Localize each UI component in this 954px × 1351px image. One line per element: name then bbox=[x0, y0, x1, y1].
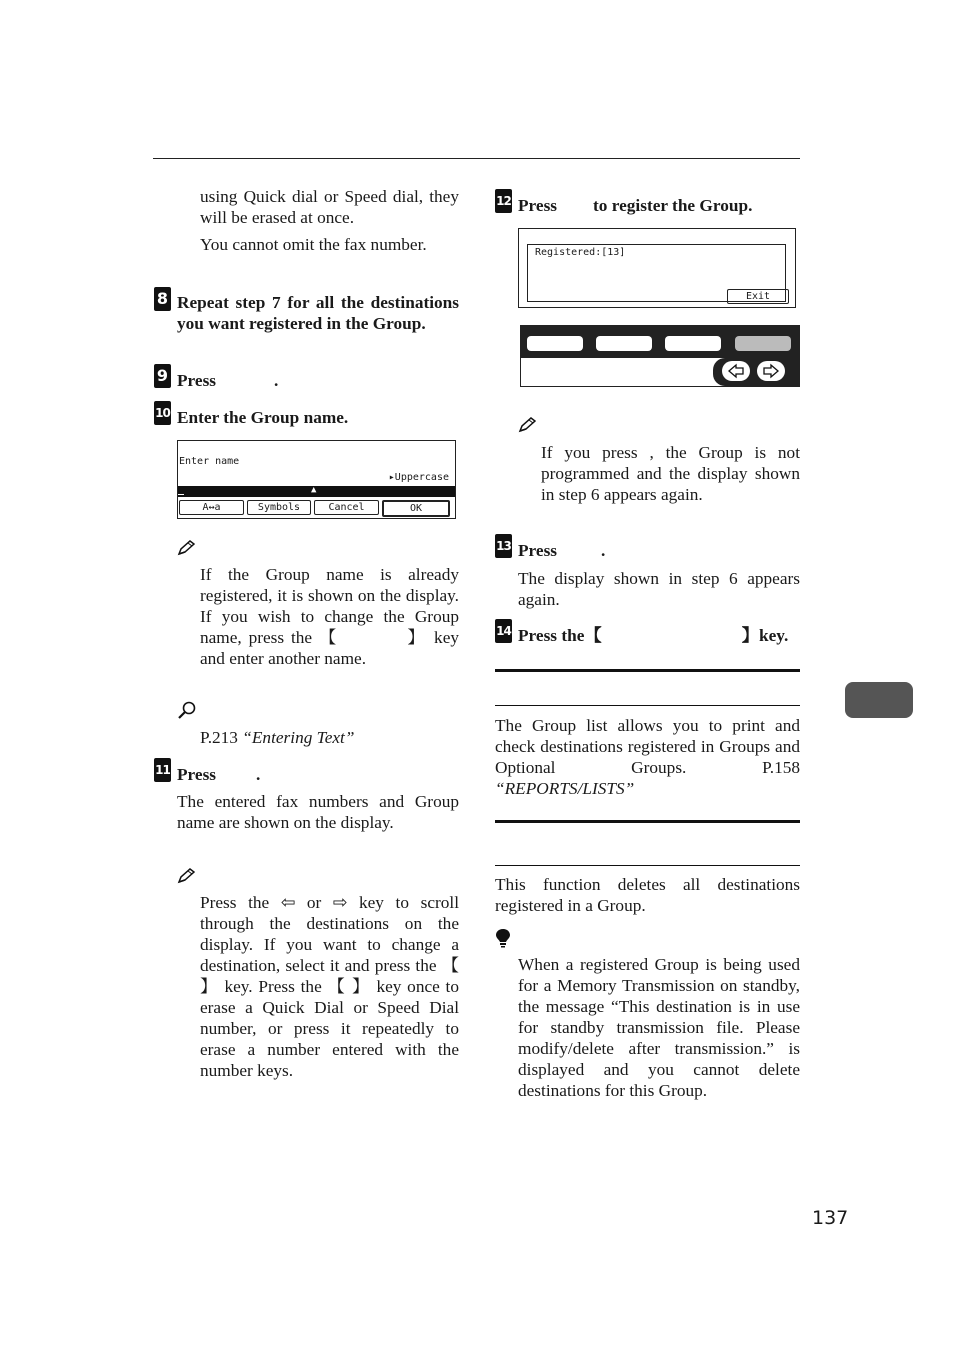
note-step-11: Press the ⇦ or ⇨ key to scroll through the destinations on the display. If you want to change a destination, select it and press the 【 】 key. Press the 【 】 key once to erase a Quick Dial or Speed Dial number, or press it repeatedly to erase a number entered with the number keys. bbox=[200, 893, 459, 1080]
lcd-key-exit[interactable]: Exit bbox=[727, 289, 789, 304]
step-13-number: 13 bbox=[495, 534, 512, 558]
important-note: When a registered Group is being used for a Memory Transmission on standby, the message “This destination is in use for standby transmission file. Please modify/delete after transmission.” is displayed and you cannot delete destinations for this Group. bbox=[518, 955, 800, 1100]
left-arrow-icon bbox=[722, 361, 750, 381]
right-arrow-icon bbox=[757, 361, 785, 381]
step-9-number: 9 bbox=[154, 364, 171, 388]
important-bulb-icon bbox=[495, 928, 511, 948]
lcd-input-bar bbox=[178, 486, 455, 497]
step-13-description: The display shown in step 6 appears again. bbox=[518, 569, 800, 609]
step-10-number: 10 bbox=[154, 401, 171, 425]
header-rule bbox=[153, 158, 800, 159]
panel-arrow-group bbox=[713, 358, 799, 386]
bracket-close: 】 bbox=[404, 628, 428, 647]
step-11-number: 11 bbox=[154, 758, 171, 782]
note-pencil-icon bbox=[177, 540, 195, 556]
lcd-key-cancel[interactable]: Cancel bbox=[314, 500, 379, 515]
lcd-line-enter-name: Enter name bbox=[179, 456, 240, 467]
panel-function-key-1[interactable] bbox=[527, 336, 583, 351]
note-step-12: If you press , the Group is not programmed and the display shown in step 6 appears again. bbox=[541, 443, 800, 504]
reference-magnifier-icon bbox=[177, 700, 197, 720]
lcd-key-symbols[interactable]: Symbols bbox=[247, 500, 311, 515]
note-pencil-icon bbox=[177, 868, 195, 884]
step-11-text: Press . bbox=[177, 765, 261, 784]
step-11-description: The entered fax numbers and Group name are shown on the display. bbox=[177, 792, 459, 832]
lcd-key-ok[interactable]: OK bbox=[382, 500, 450, 517]
step-9-text: Press . bbox=[177, 371, 279, 390]
group-list-reference[interactable]: P.158 “REPORTS/LISTS” bbox=[495, 758, 800, 798]
section-rule-bottom bbox=[495, 705, 800, 706]
bracket-open: 【 bbox=[318, 628, 339, 647]
step-14-number: 14 bbox=[495, 619, 512, 643]
section-rule-top bbox=[495, 669, 800, 672]
step-12-number: 12 bbox=[495, 189, 512, 213]
intro-paragraph-2: You cannot omit the fax number. bbox=[200, 235, 427, 254]
right-arrow-key[interactable] bbox=[757, 361, 785, 381]
panel-function-key-3[interactable] bbox=[665, 336, 721, 351]
note-step-10: If the Group name is already registered, it is shown on the display. If you wish to change the Group name, press the 【 】 key and enter another name. bbox=[200, 565, 459, 668]
section-rule-bottom bbox=[495, 865, 800, 866]
lcd-line-uppercase: ▸Uppercase bbox=[388, 472, 449, 483]
lcd-cursor-line bbox=[178, 494, 184, 495]
section-rule-top bbox=[495, 820, 800, 823]
intro-paragraph-1: using Quick dial or Speed dial, they will be erased at once. bbox=[200, 187, 459, 227]
panel-function-key-4-highlighted[interactable] bbox=[735, 336, 791, 351]
step-10-text: Enter the Group name. bbox=[177, 408, 349, 427]
page-number: 137 bbox=[812, 1207, 849, 1229]
lcd-cursor-marker: ▲ bbox=[311, 485, 317, 495]
step-13-text: Press . bbox=[518, 541, 606, 560]
function-key-panel bbox=[520, 325, 800, 387]
step-8-number: 8 bbox=[154, 287, 171, 311]
panel-function-key-2[interactable] bbox=[596, 336, 652, 351]
delete-group-description: This function deletes all destinations registered in a Group. bbox=[495, 875, 800, 915]
step-8-text: Repeat step 7 for all the destinations you want registered in the Group. bbox=[177, 293, 459, 333]
left-arrow-key[interactable] bbox=[722, 361, 750, 381]
reference-entering-text[interactable]: P.213 “Entering Text” bbox=[200, 728, 355, 747]
chapter-tab bbox=[845, 682, 913, 718]
note-pencil-icon bbox=[518, 417, 536, 433]
panel-key-strip bbox=[521, 326, 799, 358]
group-list-description: The Group list allows you to print and check destinations registered in Groups and Optional Groups. P.158 “REPORTS/LISTS” bbox=[495, 716, 800, 798]
lcd-registered-screen bbox=[527, 244, 786, 302]
lcd-registered bbox=[518, 228, 796, 308]
step-12-text: Press to register the Group. bbox=[518, 196, 753, 215]
lcd-enter-name bbox=[177, 440, 456, 519]
lcd-line-registered: Registered:[13] bbox=[535, 247, 626, 258]
step-14-text: Press the【 】key. bbox=[518, 626, 789, 645]
lcd-key-case-toggle[interactable]: A↔a bbox=[179, 500, 244, 515]
